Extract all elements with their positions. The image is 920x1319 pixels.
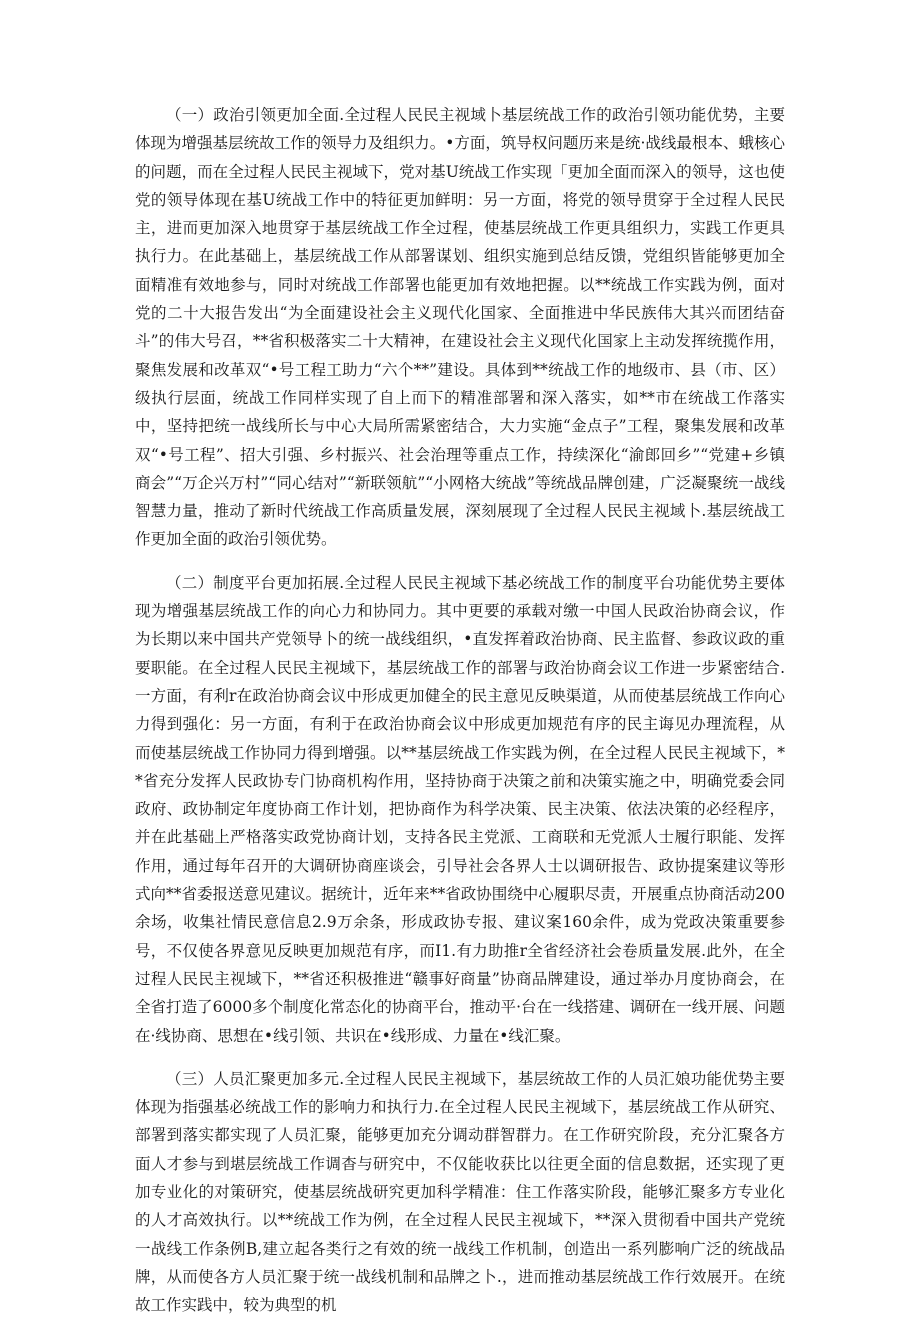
paragraph-body: 全过程人民民主视域下，基层统故工作的人员汇娘功能优势主要体现为指强基必统战工作的影响力和执行力.在全过程人民民主视域下，基层统战工作从研究、部署到落实都实现了人员汇聚，能够更加充分调动群智群力。在工作研究阶段，充分汇聚各方面人才参与到堪层统战工作调杳与研究中，不仅能收获比以往更全面的信息数据，还实现了更加专业化的对策研究，使基层统战研究更加科学精准：住工作落实阶段，能够汇聚多方专业化的人才高效执行。以**统战工作为例，在全过程人民民主视域下，**深入贯彻看中国共产党统一战线工作条例B,建立起各类行之有效的统一战线工作机制，创造出一系列膨响广泛的统战品牌，从而使各方人员汇聚于统一战线机制和品牌之卜.，进而推动基层统战工作行效展开。在统故工作实践中，较为典型的机: [135, 1069, 785, 1315]
paragraph-heading: （二）制度平台更加拓展.: [166, 573, 345, 592]
paragraph-heading: （一）政治引领更加全面.: [166, 106, 345, 124]
paragraph-personnel-gathering: [135, 1065, 785, 1319]
paragraph-institutional-platform: [135, 569, 785, 1050]
paragraph-heading: （三）人员汇聚更加多元.: [166, 1069, 345, 1088]
paragraph-body: 全过程人民民主视域卜基层统战工作的政治引领功能优势，主要体现为增强基层统故工作的领导力及组织力。•方面，筑导权问题历来是统·战线最根本、蛾核心的问题，而在全过程人民民主视域下，党对基U统战工作实现「更加全面而深入的领导，这也使党的领导体现在基U统战工作中的特征更加鲜明：另一方面，将党的领导贯穿于全过程人民民主，进而更加深入地贯穿于基层统战工作全过程，使基层统战工作更具组织力，实践工作更具执行力。在此基础上，基层统战工作从部署谋划、组织实施到总结反馈，党组织皆能够更加全面精准有效地参与，同时对统战工作部署也能更加有效地把握。以**统战工作实践为例，面对党的二十大报告发出“为全面建设社会主义现代化国家、全面推进中华民族伟大其兴而团结奋斗”的伟大号召，**省积极落实二十大精神，在建设社会主义现代化国家上主动发挥统揽作用，聚焦发展和改革双“•号工程工助力“六个**”建设。具体到**统战工作的地级市、县（市、区）级执行层面，统战工作同样实现了自上而下的精准部署和深入落实，如**市在统战工作落实中，坚持把统一战线所长与中心大局所需紧密结合，大力实施“金点子”工程，聚集发展和改革双“•号工程”、招大引强、乡村振兴、社会治理等重点工作，持续深化“渝郎回乡”“党建+乡镇商会”“万企兴万村”“同心结对”“新联领航”“小网格大统战”等统战品牌创建，广泛凝聚统一战线智慧力量，推动了新时代统战工作高质量发展，深刻展现了全过程人民民主视域卜.基层统战工作更加全面的政治引领优势。: [135, 106, 785, 549]
paragraph-body: 全过程人民民主视域下基必统战工作的制度平台功能优势主要体现为增强基层统战工作的向心力和协同力。其中更要的承载对缴一中国人民政治协商会议，作为长期以来中国共产党领导卜的统一战线组织，•直发挥着政治协商、民主监督、参政议政的重要职能。在全过程人民民主视域下，基层统战工作的部署与政治协商会议工作进一步紧密结合.一方面，有利r在政治协商会议中形成更加健全的民主意见反映渠道，从而使基层统战工作向心力得到强化：另一方面，有利于在政治协商会议中形成更加规范有序的民主诲见办理流程，从而使基层统战工作协同力得到增强。以**基层统战工作实践为例，在全过程人民民主视域下，**省充分发挥人民政协专门协商机构作用，坚持协商于决策之前和决策实施之中，明确党委会同政府、政协制定年度协商工作计划，把协商作为科学决策、民主决策、依法决策的必经程序，并在此基础上严格落实政党协商计划，支持各民主党派、工商联和无党派人士履行职能、发挥作用，通过每年召开的大调研协商座谈会，引导社会各界人士以调研报告、政协提案建议等形式向**省委报送意见建议。据统计，近年来**省政协围绕中心履职尽责，开展重点协商活动200余场，收集社情民意信息2.9万余条，形成政协专报、建议案160余件，成为党政决策重要参号，不仅使各界意见反映更加规范有序，而I1.有力助推r全省经济社会卷质量发展.此外，在全过程人民民主视域下，**省还积极推进“赣事好商量”协商品牌建设，通过举办月度协商会，在全省打造了6000多个制度化常态化的协商平台，推动平·台在一线搭建、调研在一线开展、问题在·线协商、思想在•线引领、共识在•线形成、力量在•线汇聚。: [135, 573, 785, 1045]
paragraph-political-leadership: [135, 101, 785, 554]
